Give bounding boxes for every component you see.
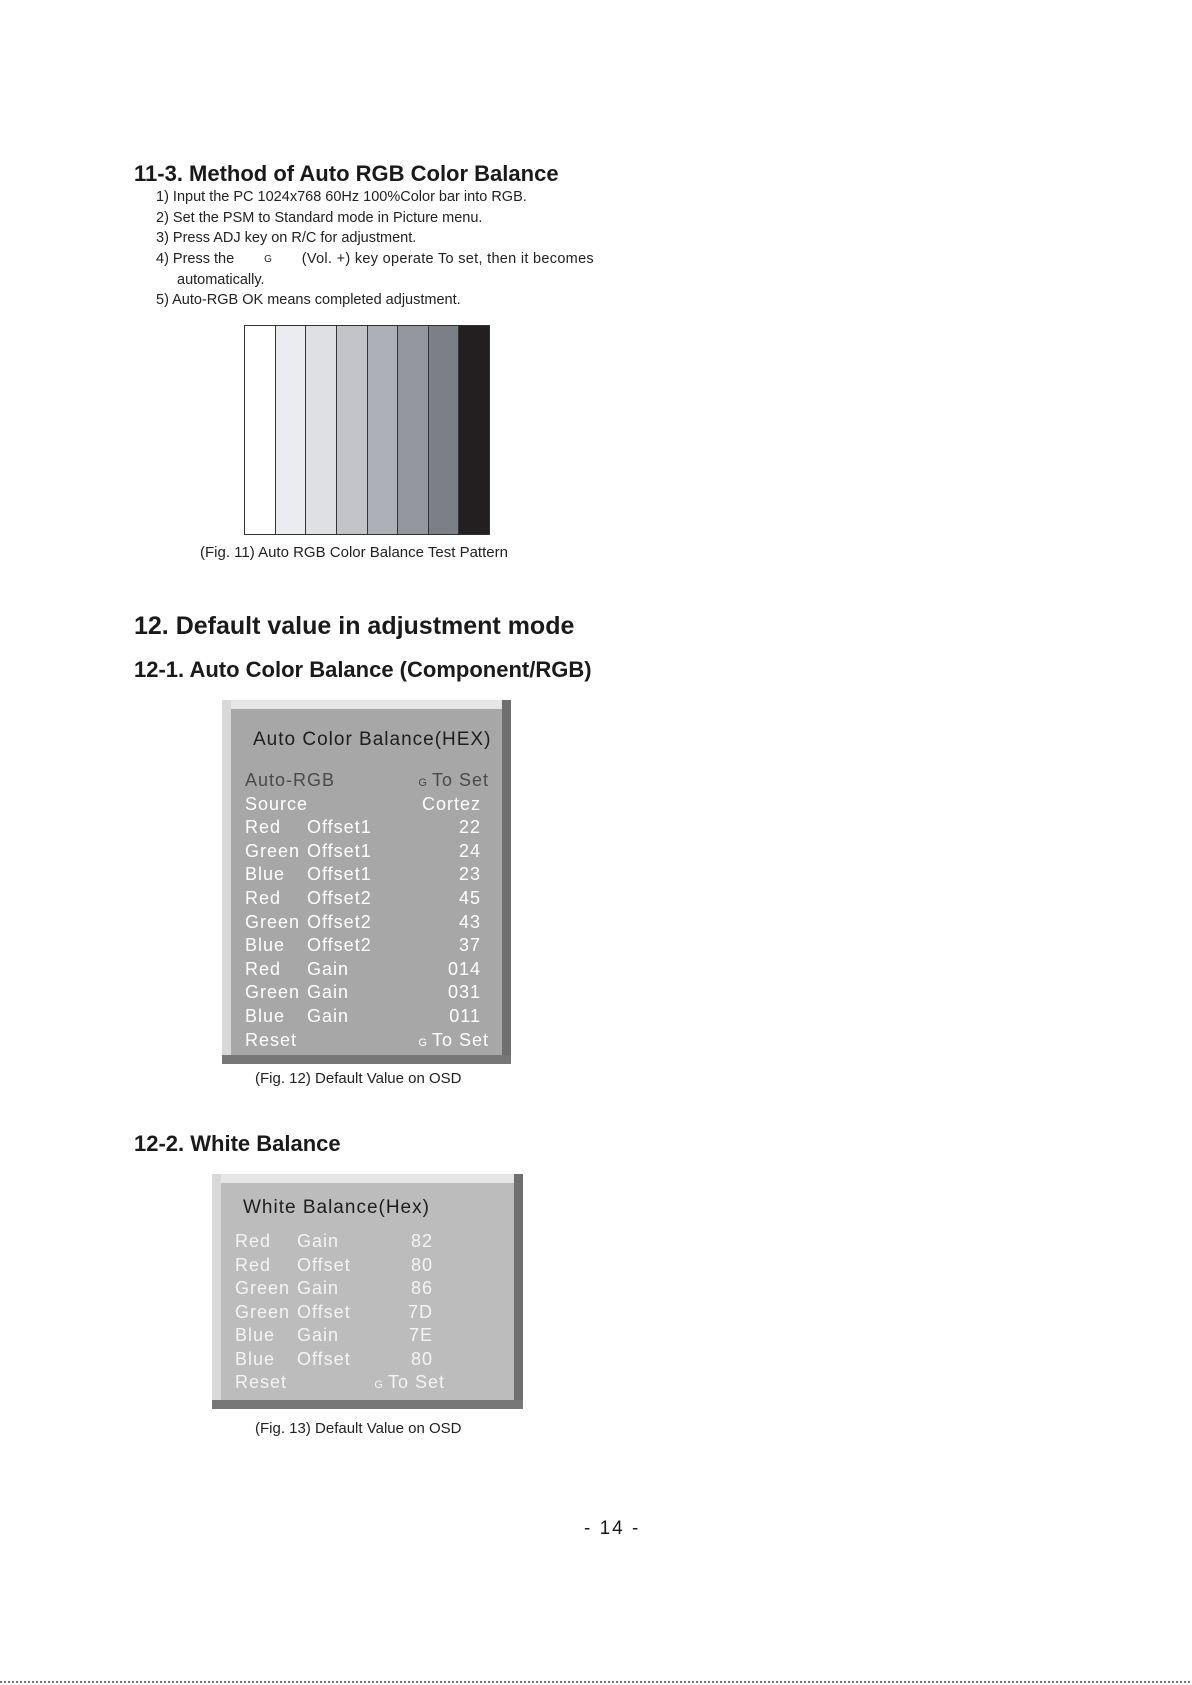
osd-row [245,770,489,793]
osd-row [235,1302,447,1325]
osd-row-value-text: 24 [458,840,481,861]
osd-row-label: Red [245,958,282,979]
osd-row [245,794,485,817]
osd-row-sublabel: Offset [297,1348,351,1369]
osd-row-value [459,817,481,838]
fig-12-caption: (Fig. 12) Default Value on OSD [255,1070,462,1087]
step-4 [156,251,594,267]
step-4-continued: automatically. [177,272,265,288]
osd-row [245,1029,489,1053]
osd-row-sublabel: Offset2 [307,888,372,908]
osd-row [245,982,485,1005]
osd-row-sublabel: Offset1 [307,840,372,861]
osd-row [245,817,485,840]
osd-title: Auto Color Balance(HEX) [253,729,492,750]
osd-row-value-text: 22 [458,817,481,838]
osd-row-sublabel: Gain [307,982,350,1003]
osd-row [235,1349,447,1372]
section-12-2-heading: 12-2. White Balance [134,1131,341,1156]
g-mark-icon: G [418,1036,428,1049]
step-4-lead: 4) Press the [156,251,235,267]
osd-row-label: Blue [235,1348,276,1369]
osd-row [245,935,485,958]
osd-row-sublabel: Gain [297,1325,340,1345]
osd-row-value [411,1231,433,1252]
color-bar-1 [245,326,275,534]
color-bar-6 [397,326,428,534]
osd-title: White Balance(Hex) [243,1197,430,1218]
white-balance-osd [212,1174,523,1409]
color-bar-2 [275,326,306,534]
osd-row [235,1255,447,1278]
osd-row-label: Green [245,911,301,932]
osd-row-value [422,794,481,815]
osd-row-value-text: 80 [410,1254,433,1275]
page-bottom-rule [0,1681,1192,1683]
step-5: 5) Auto-RGB OK means completed adjustment. [156,292,461,308]
osd-row-label: Blue [245,864,286,885]
osd-row-value [418,770,489,791]
osd-row-sublabel: Offset [297,1301,351,1322]
osd-row-value-text: 80 [410,1348,433,1369]
color-bar-8 [458,326,489,534]
osd-row-value [448,982,481,1003]
osd-row-label: Source [245,793,309,814]
osd-row-value-text: 031 [447,982,481,1003]
osd-row [245,959,485,982]
osd-row-value-text: 45 [458,888,481,908]
osd-row-value [411,1278,433,1299]
osd-row-label: Blue [235,1325,276,1345]
g-mark-icon: G [418,777,428,789]
osd-row-value-text: 43 [458,911,481,932]
osd-row-value [449,1006,481,1027]
osd-row-value-text: 86 [410,1278,433,1298]
step-4-g-mark: G [264,254,272,265]
osd-row [245,1006,485,1029]
osd-row-value-text: 23 [458,864,481,885]
osd-row-sublabel: Offset2 [307,935,372,956]
osd-row [245,864,485,887]
step-4-rest: (Vol. +) key operate To set, then it becomes [301,251,594,267]
osd-row [235,1231,447,1254]
osd-row-value-text: 37 [458,935,481,956]
fig-13-caption: (Fig. 13) Default Value on OSD [255,1420,462,1437]
fig-11-caption: (Fig. 11) Auto RGB Color Balance Test Pattern [200,544,508,561]
osd-row-value-text: To Set [431,770,489,790]
osd-row-label: Green [235,1301,291,1322]
auto-color-balance-osd [222,700,511,1064]
section-12-heading: 12. Default value in adjustment mode [134,612,575,640]
osd-row-value-text: To Set [387,1372,445,1392]
osd-row-sublabel: Offset1 [307,864,372,885]
osd-row-sublabel: Gain [297,1278,340,1298]
osd-row-value [459,888,481,909]
step-1: 1) Input the PC 1024x768 60Hz 100%Color bar into RGB. [156,189,527,205]
osd-row-value-text: Cortez [421,793,481,814]
osd-row-value [411,1255,433,1276]
osd-row [235,1325,447,1348]
osd-row-value-text: To Set [431,1029,489,1050]
osd-row-sublabel: Gain [307,1006,350,1026]
color-bar-4 [336,326,367,534]
osd-row-label: Green [235,1278,291,1298]
osd-row-value [459,841,481,862]
osd-row-label: Auto-RGB [245,770,336,790]
section-11-3-heading: 11-3. Method of Auto RGB Color Balance [134,161,559,186]
osd-row [245,888,485,911]
color-bar-5 [367,326,398,534]
osd-row-label: Red [235,1254,272,1275]
osd-row-value-text: 014 [447,958,481,979]
osd-row-value [408,1302,433,1323]
step-3: 3) Press ADJ key on R/C for adjustment. [156,230,417,246]
osd-row-value [409,1325,433,1346]
osd-row-value [374,1372,445,1393]
osd-row-value-text: 82 [410,1231,433,1251]
osd-row-sublabel: Gain [297,1231,340,1251]
osd-row [235,1278,447,1301]
section-12-1-heading: 12-1. Auto Color Balance (Component/RGB) [134,657,592,682]
osd-row-label: Red [245,888,282,908]
osd-row-label: Blue [245,1006,286,1026]
osd-row-value-text: 7E [408,1325,433,1345]
osd-row-label: Blue [245,935,286,956]
osd-row-label: Green [245,982,301,1003]
step-2: 2) Set the PSM to Standard mode in Picture menu. [156,210,483,226]
osd-row-value [411,1349,433,1370]
osd-row-sublabel: Offset1 [307,817,372,838]
osd-row-label: Reset [245,1029,298,1050]
osd-row-sublabel: Offset [297,1254,351,1275]
osd-row [235,1372,447,1395]
g-mark-icon: G [374,1379,384,1391]
osd-row [245,912,485,935]
osd-row-label: Red [245,817,282,838]
osd-row-sublabel: Offset2 [307,911,372,932]
osd-row-value-text: 7D [407,1301,433,1322]
osd-row-value [448,959,481,980]
page-number: - 14 - [584,1518,641,1539]
osd-row-value-text: 011 [449,1006,481,1026]
osd-row-value [459,864,481,885]
osd-row-label: Reset [235,1372,288,1392]
osd-row-label: Red [235,1231,272,1251]
color-bar-test-pattern [244,325,490,535]
osd-row-sublabel: Gain [307,958,350,979]
osd-row-value [418,1030,489,1051]
color-bar-7 [428,326,459,534]
osd-row [245,841,485,864]
osd-row-label: Green [245,840,301,861]
osd-row-value [459,935,481,956]
osd-row-value [459,912,481,933]
color-bar-3 [305,326,336,534]
